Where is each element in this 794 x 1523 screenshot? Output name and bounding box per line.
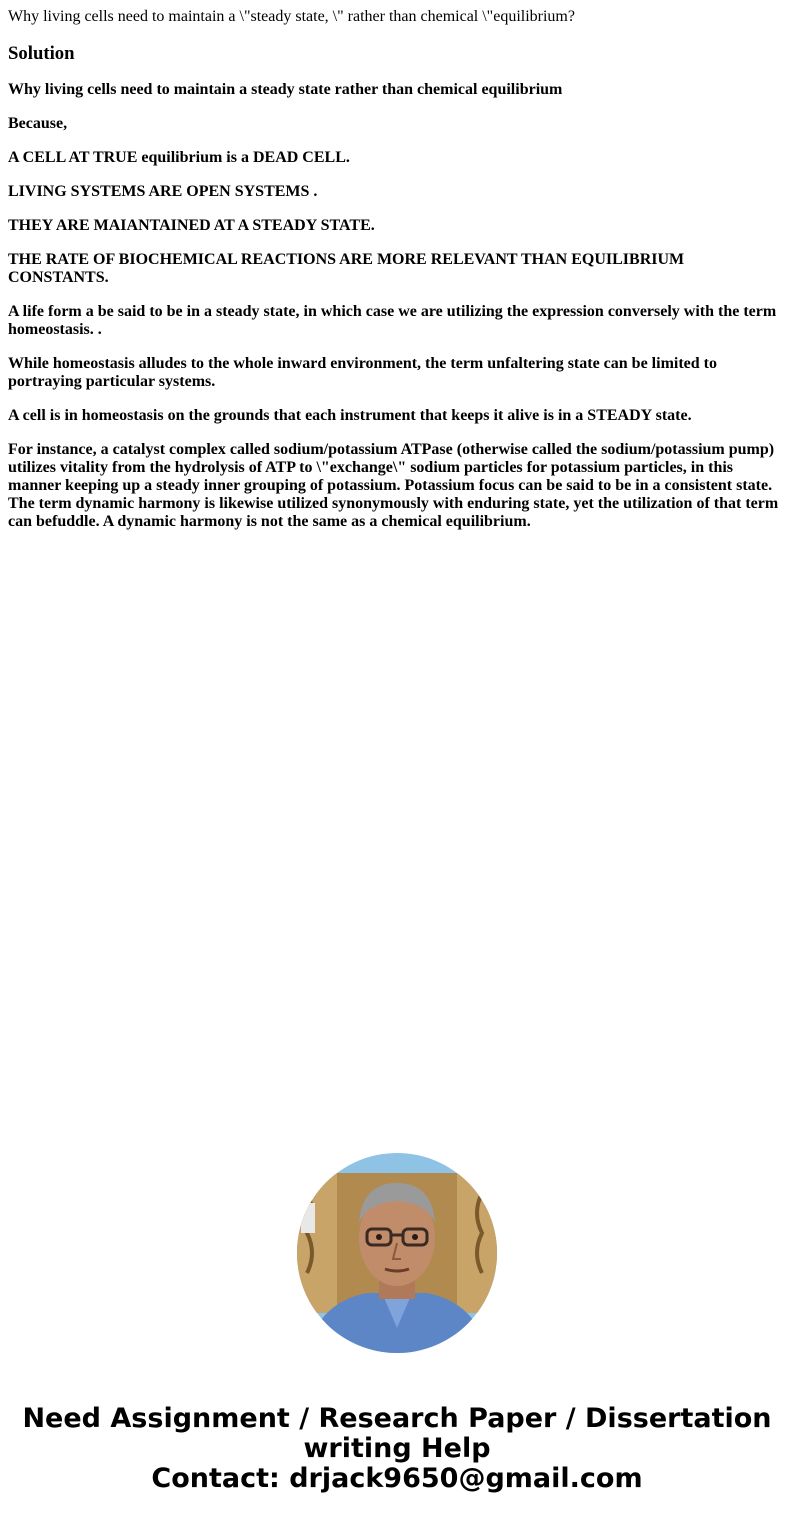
- footer-contact-email: Contact: drjack9650@gmail.com: [151, 1463, 643, 1494]
- answer-paragraph: A life form a be said to be in a steady state, in which case we are utilizing the expression conversely with the term homeostasis. .: [8, 303, 777, 338]
- author-photo: [297, 1153, 497, 1353]
- answer-paragraph: Because,: [8, 115, 68, 132]
- answer-paragraph: Why living cells need to maintain a steady state rather than chemical equilibrium: [8, 81, 563, 98]
- article: [8, 0, 786, 531]
- footer-line: Need Assignment / Research Paper / Dissertation: [22, 1403, 772, 1434]
- answer-paragraph: LIVING SYSTEMS ARE OPEN SYSTEMS .: [8, 183, 318, 200]
- answer-paragraph: A CELL AT TRUE equilibrium is a DEAD CELL.: [8, 149, 350, 166]
- solution-heading: Solution: [8, 43, 75, 64]
- footer-contact: [0, 1404, 794, 1494]
- answer-paragraph: THE RATE OF BIOCHEMICAL REACTIONS ARE MORE RELEVANT THAN EQUILIBRIUM CONSTANTS.: [8, 251, 685, 286]
- author-avatar: [297, 1153, 497, 1353]
- answer-paragraph: While homeostasis alludes to the whole inward environment, the term unfaltering state can be limited to portraying particular systems.: [8, 355, 717, 390]
- answer-paragraph: THEY ARE MAIANTAINED AT A STEADY STATE.: [8, 217, 375, 234]
- question-text: Why living cells need to maintain a \"steady state, \" rather than chemical \"equilibrium?: [8, 8, 575, 25]
- answer-paragraph: A cell is in homeostasis on the grounds that each instrument that keeps it alive is in a STEADY state.: [8, 407, 692, 424]
- answer-paragraph: For instance, a catalyst complex called sodium/potassium ATPase (otherwise called the sodium/potassium pump) utilizes vitality from the hydrolysis of ATP to \"exchange\" sodium particles for potassium particles, in this manner keeping up a steady inner grouping of potassium. Potassium focus can be said to be in a consistent state. The term dynamic harmony is likewise utilized synonymously with enduring state, yet the utilization of that term can befuddle. A dynamic harmony is not the same as a chemical equilibrium.: [8, 441, 779, 530]
- footer-line: writing Help: [303, 1433, 491, 1464]
